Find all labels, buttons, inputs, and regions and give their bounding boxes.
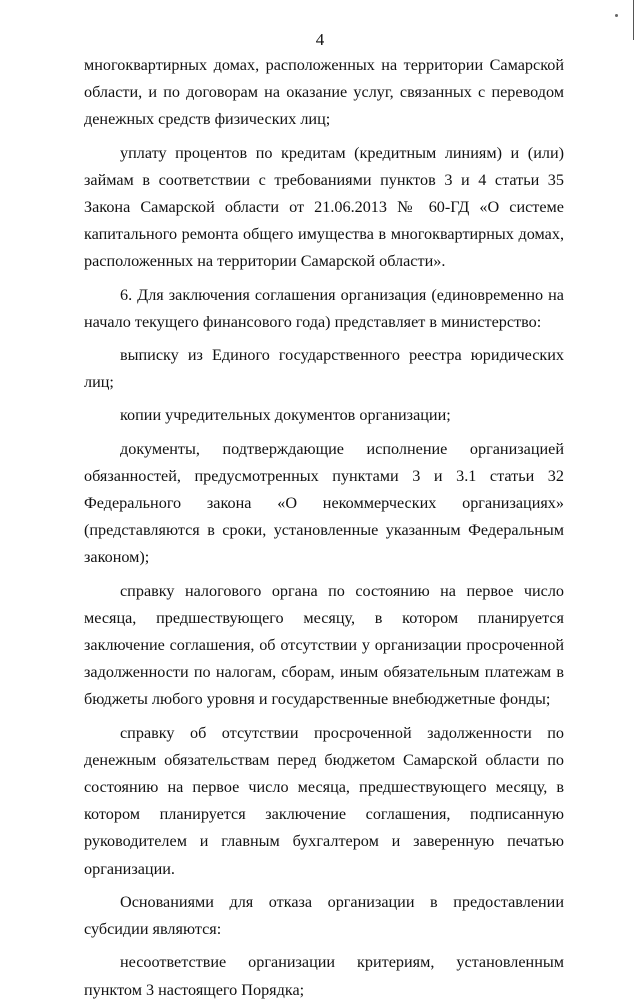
paragraph-2: уплату процентов по кредитам (кредитным линиям) и (или) займам в соответствии с требованиями пунктов 3 и 4 статьи 35 Закона Самарской области от 21.06.2013 № 60-ГД «О системе капитального ремонта общего имущества в многоквартирных домах, расположенных на территории Самарской области». [84, 143, 564, 271]
document-body [84, 52, 564, 1004]
paragraph-3: 6. Для заключения соглашения организация (единовременно на начало текущего финансового года) представляет в министерство: [84, 285, 564, 331]
paragraph-1: многоквартирных домах, расположенных на территории Самарской области, и по договорам на оказание услуг, связанных с переводом денежных средств физических лиц; [84, 56, 564, 129]
paragraph-9: Основаниями для отказа организации в предоставлении субсидии являются: [84, 892, 564, 939]
paragraph-10: несоответствие организации критериям, установленным пунктом 3 настоящего Порядка; [84, 953, 564, 999]
paragraph-7: справку налогового органа по состоянию на первое число месяца, предшествующего месяцу, в котором планируется заключение соглашения, об отсутствии у организации просроченной задолженности по налогам, сборам, иным обязательным платежам в бюджеты любого уровня и государственные внебюджетные фонды; [84, 581, 564, 709]
paragraph-5: копии учредительных документов организации; [120, 406, 451, 425]
paragraph-4: выписку из Единого государственного реестра юридических лиц; [84, 346, 564, 392]
paragraph-8: справку об отсутствии просроченной задолженности по денежным обязательствам перед бюджетом Самарской области по состоянию на первое число месяца, предшествующего месяцу, в котором планируется заключение соглашения, подписанную руководителем и главным бухгалтером и заверенную печатью организации. [84, 723, 564, 878]
paragraph-6: документы, подтверждающие исполнение организацией обязанностей, предусмотренных пунктами 3 и 3.1 статьи 32 Федерального закона «О некоммерческих организациях» (представляются в сроки, установленные указанным Федеральным законом); [84, 439, 564, 567]
scan-speck [615, 14, 618, 17]
page-number: 4 [315, 30, 325, 49]
